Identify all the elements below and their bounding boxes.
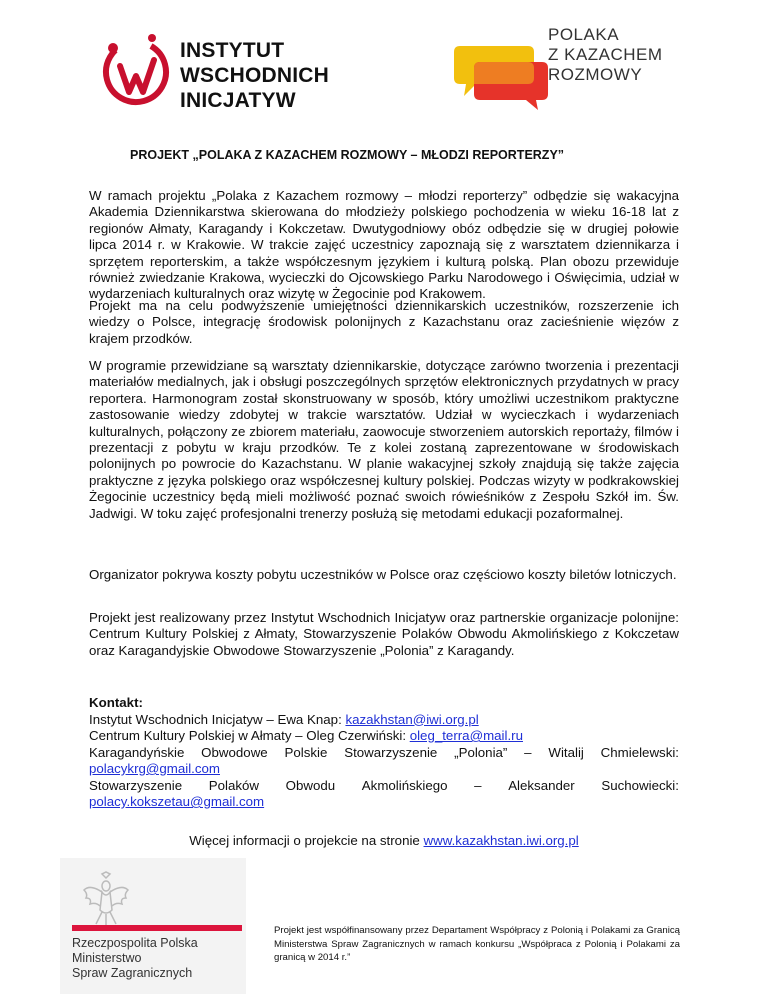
paragraph-intro: W ramach projektu „Polaka z Kazachem rozmowy – młodzi reporterzy” odbędzie się wakacyjna Akademia Dziennikarstwa skierowana do młodzieży polskiego pochodzenia w wieku 16-18 lat z regionów Ałmaty, Karagandy i Kokczetaw. Dwutygodniowy obóz odbędzie się w drugiej połowie lipca 2014 r. w Krakowie. W trakcie zajęć uczestnicy zapoznają się z warsztatem dziennikarza i sprzętem reporterskim, a także współczesnym językiem i kulturą polską. Plan obozu przewiduje również zwiedzanie Krakowa, wycieczki do Ojcowskiego Parku Narodowego i Oświęcimia, udział w wydarzeniach kulturalnych oraz wizytę w Żegocinie pod Krakowem. xyxy=(89,188,679,302)
contact-line-karaganda: Karagandyńskie Obwodowe Polskie Stowarzyszenie „Polonia” – Witalij Chmielewski: xyxy=(89,744,679,760)
speech-bubbles-logo-icon xyxy=(450,40,550,112)
ministry-line-3: Spraw Zagranicznych xyxy=(72,966,193,980)
contact-heading: Kontakt: xyxy=(89,695,143,710)
project-logo-line-2: Z KAZACHEM xyxy=(548,45,663,64)
paragraph-costs: Organizator pokrywa koszty pobytu uczestników w Polsce oraz częściowo koszty biletów lotniczych. xyxy=(89,567,677,582)
contact-line-karaganda-email xyxy=(89,761,679,778)
ministry-line-1: Rzeczpospolita Polska xyxy=(72,936,198,950)
white-eagle-emblem-icon xyxy=(80,870,132,930)
contact-line-kokczetaw-email xyxy=(89,794,679,811)
contact-section xyxy=(89,695,679,811)
contact-line-iwi: Instytut Wschodnich Inicjatyw – Ewa Knap: kazakhstan@iwi.org.pl xyxy=(89,711,479,727)
contact-line-ckp: Centrum Kultury Polskiej w Ałmaty – Oleg Czerwiński: oleg_terra@mail.ru xyxy=(89,728,523,743)
iwi-name-line-1: INSTYTUT xyxy=(180,39,285,62)
email-link-karaganda[interactable]: polacykrg@gmail.com xyxy=(89,761,220,776)
project-logo-text xyxy=(548,25,663,85)
paragraph-program: W programie przewidziane są warsztaty dziennikarskie, dotyczące zarówno tworzenia i prezentacji materiałów medialnych, jak i obsługi poszczególnych sprzętów elektronicznych przydatnych w pracy reportera. Harmonogram został skonstruowany w sposób, który umożliwi uczestnikom praktyczne zastosowanie wiedzy zdobytej w trakcie warsztatów. Udział w wycieczkach i wydarzeniach kulturalnych, połączony ze zbiorem materiału, zaowocuje stworzeniem autorskich reportaży, filmów i prezentacji z pobytu w kraju przodków. Te z kolei zostaną zaprezentowane w środowiskach polonijnych po powrocie do Kazachstanu. W planie wakacyjnej szkoły znajdują się także zajęcia praktyczne z języka polskiego oraz współczesnej kultury polskiej. Podczas wizyty w podkrakowskiej Żegocinie uczestnicy będą mieli możliwość poznać swoich rówieśników z Zespołu Szkół im. Św. Jadwigi. W toku zajęć profesjonalni trenerzy posłużą się metodami edukacji pozaformalnej. xyxy=(89,358,679,521)
iwi-logo-text xyxy=(180,38,329,113)
polish-flag-stripe xyxy=(72,925,242,931)
ministry-line-2: Ministerstwo xyxy=(72,951,142,965)
iwi-name-line-3: INICJATYW xyxy=(180,89,296,112)
paragraph-partners: Projekt jest realizowany przez Instytut Wschodnich Inicjatyw oraz partnerskie organizacje polonijne: Centrum Kultury Polskiej z Ałmaty, Stowarzyszenie Polaków Obwodu Akmolińskiego z Kokczetaw oraz Karagandyjskie Obwodowe Stowarzyszenie „Polonia” z Karagandy. xyxy=(89,610,679,658)
email-link-iwi[interactable]: kazakhstan@iwi.org.pl xyxy=(345,711,479,727)
ministry-logo-text xyxy=(72,936,198,981)
document-title: PROJEKT „POLAKA Z KAZACHEM ROZMOWY – MŁODZI REPORTERZY” xyxy=(130,148,565,162)
iwi-logo-icon xyxy=(96,30,176,110)
contact-line-kokczetaw: Stowarzyszenie Polaków Obwodu Akmolińskiego – Aleksander Suchowiecki: xyxy=(89,777,679,793)
email-link-ckp[interactable]: oleg_terra@mail.ru xyxy=(409,728,523,743)
project-logo-line-3: ROZMOWY xyxy=(548,65,643,84)
paragraph-goals: Projekt ma na celu podwyższenie umiejętności dziennikarskich uczestników, rozszerzenie ich wiedzy o Polsce, integrację środowisk polonijnych z Kazachstanu oraz zacieśnienie więzów z krajem przodków. xyxy=(89,298,679,346)
iwi-name-line-2: WSCHODNICH xyxy=(180,64,329,87)
funding-note: Projekt jest współfinansowany przez Departament Współpracy z Polonią i Polakami za Granicą Ministerstwa Spraw Zagranicznych w ramach konkursu „Współpraca z Polonią i Polakami za granicą w 2014 r.” xyxy=(274,925,680,963)
project-logo-line-1: POLAKA xyxy=(548,25,620,44)
project-website-link[interactable]: www.kazakhstan.iwi.org.pl xyxy=(423,833,579,848)
email-link-kokczetaw[interactable]: polacy.kokszetau@gmail.com xyxy=(89,794,265,809)
more-info-line: Więcej informacji o projekcie na stronie www.kazakhstan.iwi.org.pl xyxy=(189,833,579,848)
